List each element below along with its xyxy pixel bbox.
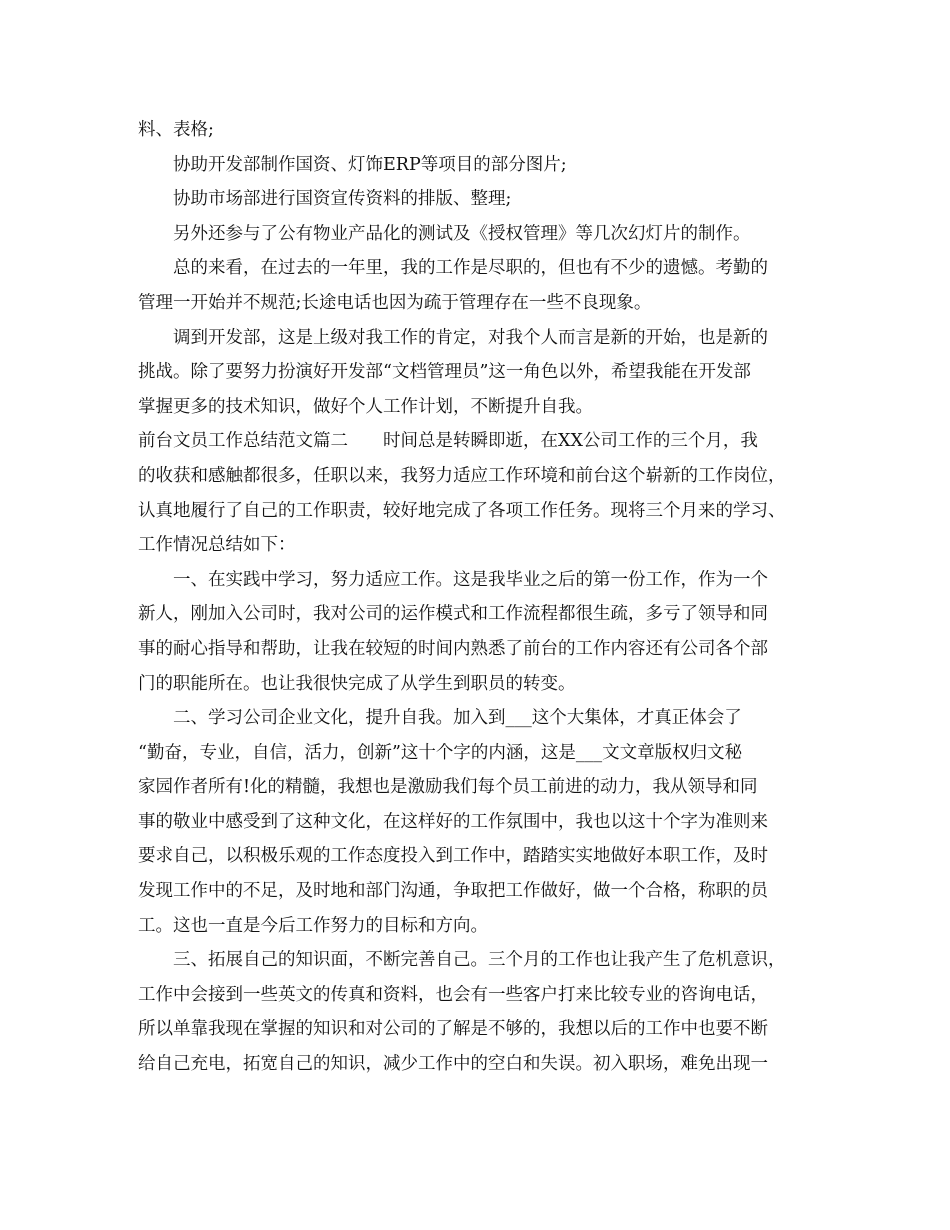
text-line: 另外还参与了公有物业产品化的测试及《授权管理》等几次幻灯片的制作。	[173, 223, 751, 244]
text-line: 一、在实践中学习，努力适应工作。这是我毕业之后的第一份工作，作为一个	[173, 569, 768, 590]
text-line: 给自己充电，拓宽自己的知识，减少工作中的空白和失误。初入职场，难免出现一	[138, 1054, 768, 1075]
text-line: 管理一开始并不规范;长途电话也因为疏于管理存在一些不良现象。	[138, 292, 652, 313]
text-line: 认真地履行了自己的工作职责，较好地完成了各项工作任务。现将三个月来的学习、	[138, 500, 786, 521]
text-line: 门的职能所在。也让我很快完成了从学生到职员的转变。	[138, 673, 576, 694]
text-line: 工作情况总结如下：	[138, 535, 296, 556]
text-line: 工作中会接到一些英文的传真和资料，也会有一些客户打来比较专业的咨询电话，	[138, 984, 768, 1005]
document-body	[138, 113, 818, 1082]
text-line: 所以单靠我现在掌握的知识和对公司的了解是不够的，我想以后的工作中也要不断	[138, 1019, 768, 1040]
text-line: 前台文员工作总结范文篇二 时间总是转瞬即逝，在XX公司工作的三个月，我	[138, 431, 758, 452]
text-line: 协助开发部制作国资、灯饰ERP等项目的部分图片;	[173, 154, 567, 175]
text-line: 挑战。除了要努力扮演好开发部“文档管理员”这一角色以外，希望我能在开发部	[138, 362, 751, 383]
text-line: 二、学习公司企业文化，提升自我。加入到___这个大集体，才真正体会了	[173, 708, 742, 729]
text-line: 发现工作中的不足，及时地和部门沟通，争取把工作做好，做一个合格，称职的员	[138, 881, 768, 902]
text-line: 新人，刚加入公司时，我对公司的运作模式和工作流程都很生疏，多亏了领导和同	[138, 604, 768, 625]
text-line: 协助市场部进行国资宣传资料的排版、整理;	[173, 189, 512, 210]
text-line: 事的耐心指导和帮助，让我在较短的时间内熟悉了前台的工作内容还有公司各个部	[138, 638, 768, 659]
text-line: 掌握更多的技术知识，做好个人工作计划，不断提升自我。	[138, 396, 593, 417]
text-line: 三、拓展自己的知识面，不断完善自己。三个月的工作也让我产生了危机意识，	[173, 950, 786, 971]
text-line: 总的来看，在过去的一年里，我的工作是尽职的，但也有不少的遗憾。考勤的	[173, 258, 768, 279]
text-line: 家园作者所有!化的精髓，我想也是激励我们每个员工前进的动力，我从领导和同	[138, 777, 758, 798]
text-line: 料、表格;	[138, 120, 214, 140]
text-line: 的收获和感触都很多，任职以来，我努力适应工作环境和前台这个崭新的工作岗位，	[138, 465, 786, 486]
text-line: 事的敬业中感受到了这种文化，在这样好的工作氛围中，我也以这十个字为准则来	[138, 811, 768, 832]
text-line: 要求自己，以积极乐观的工作态度投入到工作中，踏踏实实地做好本职工作，及时	[138, 846, 768, 867]
text-line: 调到开发部，这是上级对我工作的肯定，对我个人而言是新的开始，也是新的	[173, 327, 768, 348]
text-line: “勤奋，专业，自信，活力，创新”这十个字的内涵，这是___文文章版权归文秘	[138, 742, 743, 763]
text-line: 工。这也一直是今后工作努力的目标和方向。	[138, 915, 488, 936]
